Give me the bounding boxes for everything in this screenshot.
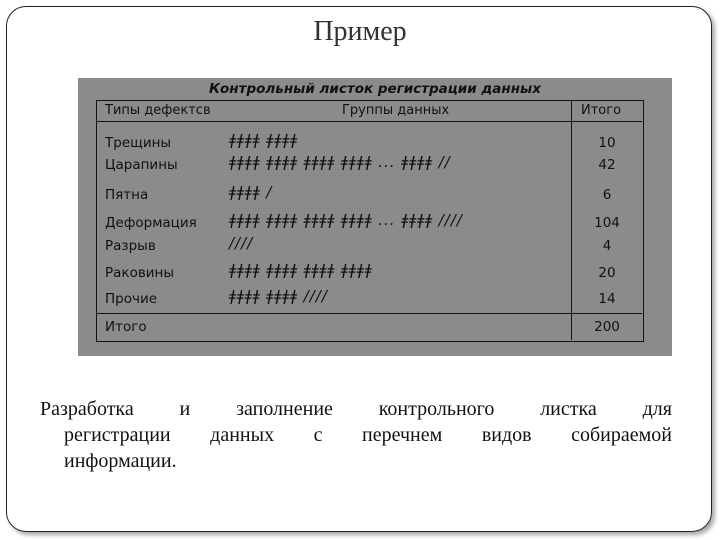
row-total: 10 — [598, 135, 616, 151]
caption-line: регистрации данных с перечнем видов собираемой — [64, 424, 672, 446]
checksheet-image — [78, 78, 672, 356]
row-tally: ǂǂǂǂ ǂǂǂǂ ǂǂǂǂ ǂǂǂǂ ... ǂǂǂǂ //// — [229, 211, 463, 229]
row-category: Деформация — [105, 215, 197, 231]
row-tally: ǂǂǂǂ ǂǂǂǂ //// — [229, 287, 328, 305]
footer-label: Итого — [105, 319, 147, 335]
row-category: Раковины — [105, 265, 175, 281]
row-tally: ǂǂǂǂ ǂǂǂǂ ǂǂǂǂ ǂǂǂǂ ... ǂǂǂǂ // — [229, 153, 451, 171]
row-total: 42 — [598, 157, 616, 173]
row-total: 104 — [594, 215, 620, 231]
row-total: 14 — [598, 291, 616, 307]
row-total: 4 — [602, 238, 612, 254]
footer-total: 200 — [594, 319, 620, 335]
caption-line: информации. — [64, 450, 177, 472]
row-total: 20 — [598, 265, 616, 281]
row-tally: ǂǂǂǂ ǂǂǂǂ — [229, 131, 298, 149]
header-data-groups: Группы данных — [342, 103, 450, 118]
checksheet-table — [96, 100, 644, 342]
row-category: Пятна — [105, 187, 149, 203]
row-category: Прочие — [105, 291, 158, 307]
total-column-divider — [571, 101, 572, 340]
row-total: 6 — [602, 187, 612, 203]
caption-line: Разработка и заполнение контрольного листка для — [40, 398, 672, 420]
row-category: Разрыв — [105, 238, 156, 254]
checksheet-title: Контрольный листок регистрации данных — [209, 81, 541, 97]
footer-divider — [97, 313, 642, 314]
row-category: Трещины — [105, 135, 172, 151]
row-tally: ǂǂǂǂ / — [229, 183, 273, 201]
row-category: Царапины — [105, 157, 178, 173]
row-tally: //// — [229, 234, 254, 252]
slide-title: Пример — [313, 16, 407, 47]
row-tally: ǂǂǂǂ ǂǂǂǂ ǂǂǂǂ ǂǂǂǂ — [229, 261, 373, 279]
caption-text — [40, 396, 672, 474]
header-divider — [97, 121, 642, 122]
header-total: Итого — [581, 103, 622, 118]
header-defect-type: Типы дефектсв — [105, 103, 211, 118]
